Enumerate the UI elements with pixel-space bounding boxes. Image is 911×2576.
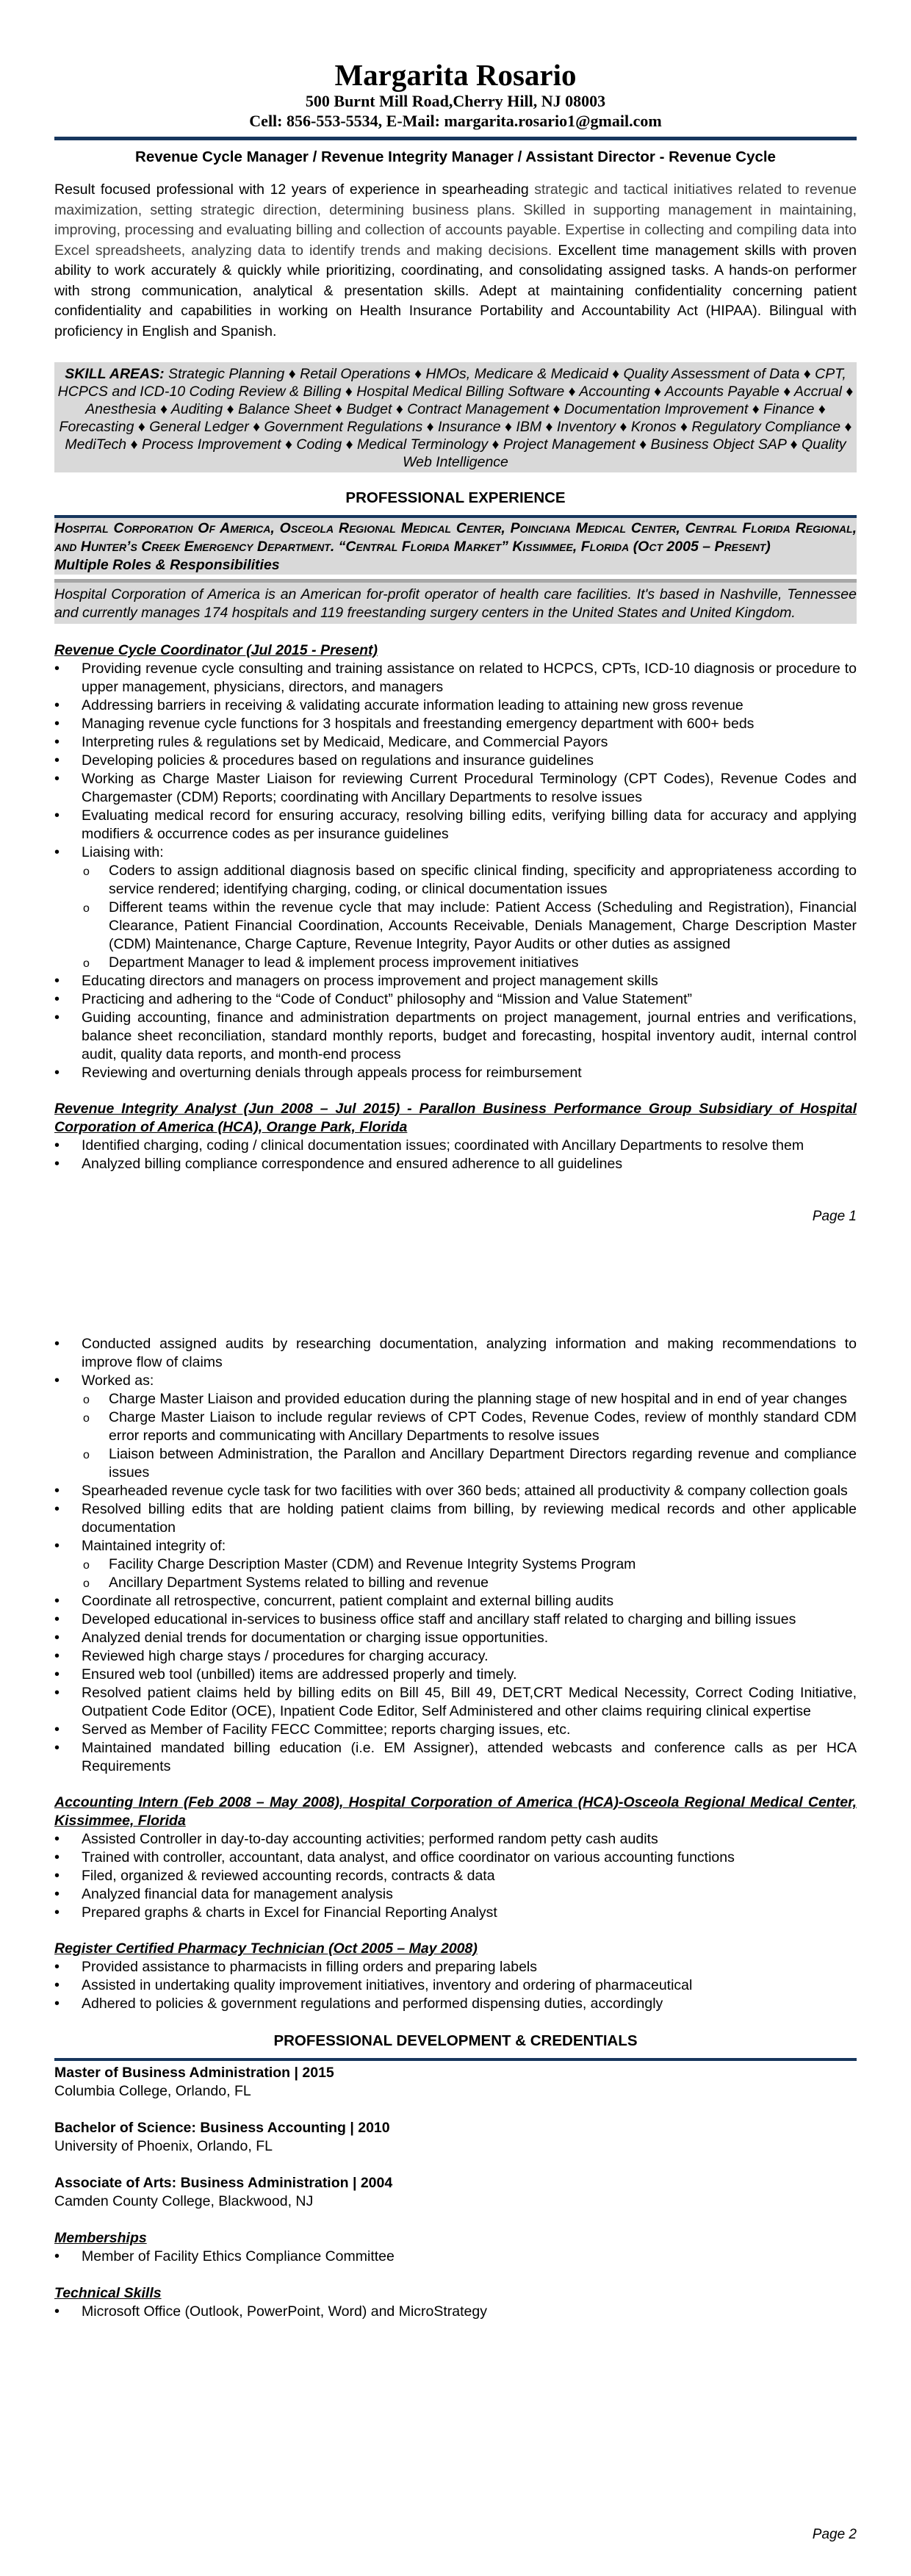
role-title: Accounting Intern (Feb 2008 – May 2008), Hospital Corporation of America (HCA)-Osceola Regional Medical Center, Kissimmee, Florida xyxy=(54,1794,857,1829)
bullet-item: • Guiding accounting, finance and administration departments on project management, journal entries and verifications, balance sheet reconciliation, standard monthly reports, budget and forecasting, hospital inventory audit, internal control audit, quality data reports, and month-end process xyxy=(54,1009,857,1064)
summary-part-2: strategic and tactical initiatives related to revenue maximization, setting strategic direction, determining business plans. Skilled in supporting management in maintaining, improving, processing and evaluating billing and collection of accounts payable. Expertise in collecting and compiling data into Excel spreadsheets, analyzing data to identify trends and making decisions. xyxy=(54,181,857,259)
bullet-item: • Resolved patient claims held by billing edits on Bill 45, Bill 49, DET,CRT Medical Necessity, Correct Coding Initiative, Outpatient Code Editor (OCE), Inpatient Code Editor, Self Administered and other claims requiring clinical expertise xyxy=(54,1684,857,1721)
bullet-item: • Filed, organized & reviewed accounting records, contracts & data xyxy=(54,1867,857,1885)
degree: Bachelor of Science: Business Accounting | 2010 xyxy=(54,2120,390,2136)
employer-description: Hospital Corporation of America is an American for-profit operator of health care facilities. It's based in Nashville, Tennessee and currently manages 174 hospitals and 119 freestanding surgery centers in the United States and United Kingdom. xyxy=(54,583,857,624)
degree: Master of Business Administration | 2015 xyxy=(54,2065,334,2081)
education-item xyxy=(54,2064,857,2101)
education-list xyxy=(54,2064,857,2211)
bullet-item: • Practicing and adhering to the “Code of Conduct” philosophy and “Mission and Value Statement” xyxy=(54,990,857,1009)
bullet-item: • Maintained mandated billing education (i.e. EM Assigner), attended webcasts and conference calls as per HCA Requirements xyxy=(54,1739,857,1776)
sub-bullets xyxy=(82,1555,857,1592)
bullet-item: • Trained with controller, accountant, data analyst, and office coordinator on various accounting functions xyxy=(54,1849,857,1867)
bullet-item: • Analyzed billing compliance correspondence and ensured adherence to all guidelines xyxy=(54,1155,857,1173)
bullet-item-liaising xyxy=(54,843,857,972)
degree: Associate of Arts: Business Administration | 2004 xyxy=(54,2175,393,2191)
employer-subtitle: Multiple Roles & Responsibilities xyxy=(54,557,280,573)
section-title-experience: PROFESSIONAL EXPERIENCE xyxy=(345,489,566,506)
role-title: Register Certified Pharmacy Technician (Oct 2005 – May 2008) xyxy=(54,1940,478,1957)
technical-skills-list xyxy=(54,2303,857,2321)
sub-bullet-item: o Coders to assign additional diagnosis based on specific clinical finding, specificity and appropriateness according to service rendered; identifying charging, coding, or clinical documentation issues xyxy=(82,862,857,899)
bullet-item: • Developing policies & procedures based on regulations and insurance guidelines xyxy=(54,752,857,770)
skill-areas-label: SKILL AREAS: xyxy=(65,366,165,382)
role-bullets xyxy=(54,1137,857,1173)
page-2 xyxy=(0,1288,911,2576)
role-title: Revenue Cycle Coordinator (Jul 2015 - Present) xyxy=(54,642,378,658)
address: 500 Burnt Mill Road,Cherry Hill, NJ 08003 xyxy=(305,92,606,110)
education-item xyxy=(54,2174,857,2211)
bullet-item: • Assisted Controller in day-to-day accounting activities; performed random petty cash audits xyxy=(54,1830,857,1849)
sub-bullet-item: o Facility Charge Description Master (CDM) and Revenue Integrity Systems Program xyxy=(82,1555,857,1574)
role-bullets xyxy=(54,1958,857,2013)
page-number: Page 2 xyxy=(812,2527,857,2542)
school: Camden County College, Blackwood, NJ xyxy=(54,2193,314,2209)
summary-part-1: Result focused professional with 12 years of experience in spearheading xyxy=(54,181,535,198)
technical-skill-item: • Microsoft Office (Outlook, PowerPoint, Word) and MicroStrategy xyxy=(54,2303,857,2321)
sub-bullet-item: o Ancillary Department Systems related to billing and revenue xyxy=(82,1574,857,1592)
header-divider xyxy=(54,137,857,140)
bullet-item: • Reviewing and overturning denials through appeals process for reimbursement xyxy=(54,1064,857,1082)
bullet-item: • Educating directors and managers on process improvement and project management skills xyxy=(54,972,857,990)
summary-part-3: Excellent time management skills with proven ability to work accurately & quickly while prioritizing, coordinating, and consolidating assigned tasks. A hands-on performer with strong communication, analytical & presentation skills. Adept at maintaining confidentiality concerning patient confidentiality and capabilities in working on Health Insurance Portability and Accountability Act (HIPAA). Bilingual with proficiency in English and Spanish. xyxy=(54,242,857,339)
role-bullets xyxy=(54,660,857,1082)
bullet-item-worked-as xyxy=(54,1372,857,1482)
summary-paragraph xyxy=(54,180,857,342)
role-title: Revenue Integrity Analyst (Jun 2008 – Jul 2015) - Parallon Business Performance Group Subsidiary of Hospital Corporation of America (HCA), Orange Park, Florida xyxy=(54,1101,857,1135)
bullet-item: • Managing revenue cycle functions for 3 hospitals and freestanding emergency department with 600+ beds xyxy=(54,715,857,733)
bullet-item: • Prepared graphs & charts in Excel for Financial Reporting Analyst xyxy=(54,1904,857,1922)
bullet-item: • Providing revenue cycle consulting and training assistance on related to HCPCS, CPTs, ICD-10 diagnosis or procedure to upper management, physicians, directors, and managers xyxy=(54,660,857,697)
bullet-item: • Developed educational in-services to business office staff and ancillary staff related to charging and billing issues xyxy=(54,1611,857,1629)
bullet-item: • Addressing barriers in receiving & validating accurate information leading to attaining new gross revenue xyxy=(54,697,857,715)
bullet-item: • Provided assistance to pharmacists in filling orders and preparing labels xyxy=(54,1958,857,1976)
bullet-item: • Coordinate all retrospective, concurrent, patient complaint and external billing audits xyxy=(54,1592,857,1611)
bullet-item: • Served as Member of Facility FECC Committee; reports charging issues, etc. xyxy=(54,1721,857,1739)
school: Columbia College, Orlando, FL xyxy=(54,2083,251,2099)
employer-name: Hospital Corporation Of America, Osceola Regional Medical Center, Poinciana Medical Center, Central Florida Regional, and Hunter’s Creek Emergency Department. “Central Florida Market” Kissimmee, Florida (Oct 2005 – Present) xyxy=(54,520,857,555)
skill-areas-list: Strategic Planning ♦ Retail Operations ♦ HMOs, Medicare & Medicaid ♦ Quality Assessment of Data ♦ CPT, HCPCS and ICD-10 Coding Review & Billing ♦ Hospital Medical Billing Software ♦ Accounting ♦ Accounts Payable ♦ Accrual ♦ Anesthesia ♦ Auditing ♦ Balance Sheet ♦ Budget ♦ Contract Management ♦ Documentation Improvement ♦ Finance ♦ Forecasting ♦ General Ledger ♦ Government Regulations ♦ Insurance ♦ IBM ♦ Inventory ♦ Kronos ♦ Regulatory Compliance ♦ MediTech ♦ Process Improvement ♦ Coding ♦ Medical Terminology ♦ Project Management ♦ Business Object SAP ♦ Quality Web Intelligence xyxy=(57,366,854,470)
bullet-item: • Spearheaded revenue cycle task for two facilities with over 360 beds; attained all productivity & company collection goals xyxy=(54,1482,857,1500)
bullet-item: • Reviewed high charge stays / procedures for charging accuracy. xyxy=(54,1647,857,1666)
contact-info: Cell: 856-553-5534, E-Mail: margarita.rosario1@gmail.com xyxy=(249,112,662,130)
bullet-item: • Conducted assigned audits by researching documentation, analyzing information and making recommendations to improve flow of claims xyxy=(54,1335,857,1372)
sub-bullet-item: o Department Manager to lead & implement process improvement initiatives xyxy=(82,954,857,972)
bullet-item: • Adhered to policies & government regulations and performed dispensing duties, accordingly xyxy=(54,1995,857,2013)
memberships-heading: Memberships xyxy=(54,2230,147,2246)
target-title: Revenue Cycle Manager / Revenue Integrity Manager / Assistant Director - Revenue Cycle xyxy=(135,148,776,165)
section-divider xyxy=(54,2058,857,2061)
membership-item: • Member of Facility Ethics Compliance Committee xyxy=(54,2248,857,2266)
role-bullets xyxy=(54,1830,857,1922)
sub-bullet-item: o Different teams within the revenue cycle that may include: Patient Access (Scheduling and Registration), Financial Clearance, Patient Financial Coordination, Accounts Receivable, Denials Management, Charge Description Master (CDM) Maintenance, Charge Capture, Revenue Integrity, Payor Audits or other duties as assigned xyxy=(82,899,857,954)
bullet-item: • Analyzed financial data for management analysis xyxy=(54,1885,857,1904)
sub-bullets xyxy=(82,1390,857,1482)
bullet-item: • Working as Charge Master Liaison for reviewing Current Procedural Terminology (CPT Codes), Revenue Codes and Chargemaster (CDM) Reports; coordinating with Ancillary Departments to resolve issues xyxy=(54,770,857,807)
resume-header xyxy=(54,59,857,131)
bullet-label: Maintained integrity of: xyxy=(82,1538,226,1554)
bullet-item: • Ensured web tool (unbilled) items are addressed properly and timely. xyxy=(54,1666,857,1684)
sub-bullets xyxy=(82,862,857,972)
candidate-name: Margarita Rosario xyxy=(334,58,577,92)
bullet-item: • Analyzed denial trends for documentation or charging issue opportunities. xyxy=(54,1629,857,1647)
role-bullets-continued xyxy=(54,1335,857,1776)
bullet-item-integrity xyxy=(54,1537,857,1592)
education-item xyxy=(54,2119,857,2156)
bullet-item: • Assisted in undertaking quality improvement initiatives, inventory and ordering of pharmaceutical xyxy=(54,1976,857,1995)
bullet-label: Liaising with: xyxy=(82,844,164,860)
section-title-development: PROFESSIONAL DEVELOPMENT & CREDENTIALS xyxy=(273,2032,638,2049)
employer-block xyxy=(54,518,857,575)
bullet-item: • Evaluating medical record for ensuring accuracy, resolving billing edits, verifying billing data for accuracy and applying modifiers & occurrence codes as per insurance guidelines xyxy=(54,807,857,843)
bullet-item: • Interpreting rules & regulations set by Medicaid, Medicare, and Commercial Payors xyxy=(54,733,857,752)
bullet-item: • Identified charging, coding / clinical documentation issues; coordinated with Ancillary Departments to resolve them xyxy=(54,1137,857,1155)
bullet-label: Worked as: xyxy=(82,1372,154,1389)
sub-bullet-item: o Charge Master Liaison and provided education during the planning stage of new hospital and in end of year changes xyxy=(82,1390,857,1408)
sub-bullet-item: o Charge Master Liaison to include regular reviews of CPT Codes, Revenue Codes, review of monthly standard CDM error reports and communicating with Ancillary Departments to resolve issues xyxy=(82,1408,857,1445)
bullet-item: • Resolved billing edits that are holding patient claims from billing, by reviewing medical records and other applicable documentation xyxy=(54,1500,857,1537)
sub-bullet-item: o Liaison between Administration, the Parallon and Ancillary Department Directors regarding revenue and compliance issues xyxy=(82,1445,857,1482)
page-number: Page 1 xyxy=(812,1209,857,1224)
memberships-list xyxy=(54,2248,857,2266)
technical-skills-heading: Technical Skills xyxy=(54,2285,162,2301)
school: University of Phoenix, Orlando, FL xyxy=(54,2138,273,2154)
skill-areas-box xyxy=(54,362,857,472)
